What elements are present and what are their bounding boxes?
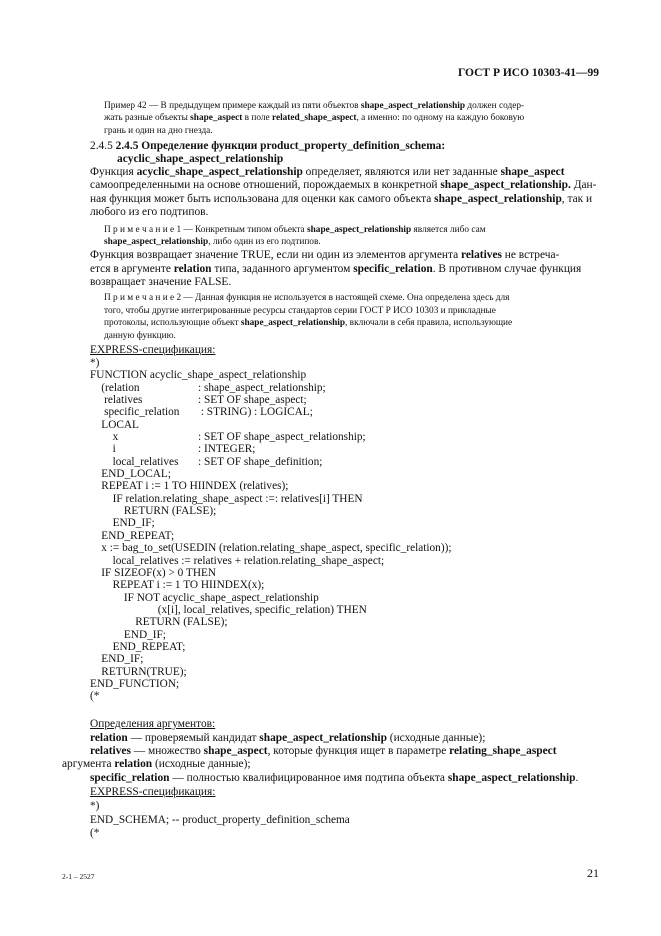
code-line: IF SIZEOF(x) > 0 THEN [90, 566, 217, 579]
code-line: END_IF; [90, 628, 166, 641]
code-line: relatives : SET OF shape_aspect; [90, 394, 307, 407]
code-line: (* [90, 690, 100, 703]
code-line: END_REPEAT; [90, 640, 186, 653]
note-2-cont: того, чтобы другие интегрированные ресурсы стандартов серии ГОСТ Р ИСО 10303 и прикладные протоколы, использующие объект shape_aspect_relationship, включали в себя правила, использующие данную функцию. [104, 306, 513, 341]
express-code [90, 357, 451, 703]
code-line: END_FUNCTION; [90, 677, 180, 690]
code-line: (relation : shape_aspect_relationship; [90, 381, 326, 394]
schema-end: *) END_SCHEMA; -- product_property_definition_schema (* [90, 800, 350, 839]
args-label: Определения аргументов: [90, 718, 216, 730]
note-1: П р и м е ч а н и е 1 — Конкретным типом объекта shape_aspect_relationship является либо сам shape_aspect_relationship, либо один из его подтипов. [104, 225, 486, 248]
return-description: Функция возвращает значение TRUE, если ни один из элементов аргумента relatives не встреча- ется в аргументе relation типа, заданного аргументом specific_relation. В противном случае функция возвращает значение FALSE. [90, 249, 582, 288]
page-number: 21 [587, 866, 599, 880]
code-line: specific_relation : STRING) : LOGICAL; [90, 406, 313, 419]
code-line: IF NOT acyclic_shape_aspect_relationship [90, 591, 319, 604]
code-line: END_REPEAT; [90, 529, 175, 542]
example-42: Пример 42 — В предыдущем примере каждый из пяти объектов shape_aspect_relationship должен содер- жать разные объекты shape_aspect в поле related_shape_aspect, а именно: по одному на каждую боковую грань и один на дно гнезда. [104, 101, 525, 136]
code-line: *) [90, 357, 100, 369]
code-line: LOCAL [90, 418, 139, 431]
section-heading: 2.4.5 2.4.5 Определение функции product_property_definition_schema: [90, 140, 446, 152]
arg-relatives-cont: аргумента relation (исходные данные); [62, 758, 251, 770]
code-line: END_IF; [90, 517, 155, 530]
code-line: local_relatives := relatives + relation.relating_shape_aspect; [90, 554, 385, 567]
function-description: Функция acyclic_shape_aspect_relationship определяет, являются или нет заданные shape_aspect [90, 166, 565, 178]
code-line: FUNCTION acyclic_shape_aspect_relationship [90, 369, 307, 382]
code-line: (x[i], local_relatives, specific_relation) THEN [90, 603, 367, 616]
code-line: i : INTEGER; [90, 443, 256, 456]
arg-specific-relation: specific_relation — полностью квалифицированное имя подтипа объекта shape_aspect_relationship. [90, 772, 579, 784]
code-line: x := bag_to_set(USEDIN (relation.relating_shape_aspect, specific_relation)); [90, 542, 452, 555]
code-line: REPEAT i := 1 TO HIINDEX (relatives); [90, 480, 289, 493]
express-spec-label-2: EXPRESS-спецификация: [90, 786, 216, 798]
arg-relation: relation — проверяемый кандидат shape_aspect_relationship (исходные данные); [90, 732, 486, 744]
code-line: RETURN (FALSE); [90, 505, 217, 518]
code-line: RETURN (FALSE); [90, 616, 228, 629]
code-line: RETURN(TRUE); [90, 665, 187, 678]
code-line: END_LOCAL; [90, 468, 171, 481]
code-line: local_relatives : SET OF shape_definition; [90, 455, 323, 468]
code-line: IF relation.relating_shape_aspect :=: relatives[i] THEN [90, 492, 363, 505]
print-code: 2-1 – 2527 [62, 872, 95, 881]
code-line: END_IF; [90, 653, 144, 666]
code-line: x : SET OF shape_aspect_relationship; [90, 431, 366, 444]
function-description-cont: самоопределенными на основе отношений, порождаемых в конкретной shape_aspect_relationship. Дан- ная функция может быть использована для оценки как самого объекта shape_aspect_relationship, так и любого из его подтипов. [90, 179, 597, 218]
express-spec-label: EXPRESS-спецификация: [90, 344, 216, 356]
arg-relatives: relatives — множество shape_aspect, которые функция ищет в параметре relating_shape_aspect [90, 745, 557, 757]
note-2: П р и м е ч а н и е 2 — Данная функция не используется в настоящей схеме. Она определена здесь для [104, 293, 510, 303]
document-header: ГОСТ Р ИСО 10303-41—99 [457, 67, 599, 79]
code-line: REPEAT i := 1 TO HIINDEX(x); [90, 579, 265, 592]
section-heading-2: acyclic_shape_aspect_relationship [117, 153, 284, 165]
